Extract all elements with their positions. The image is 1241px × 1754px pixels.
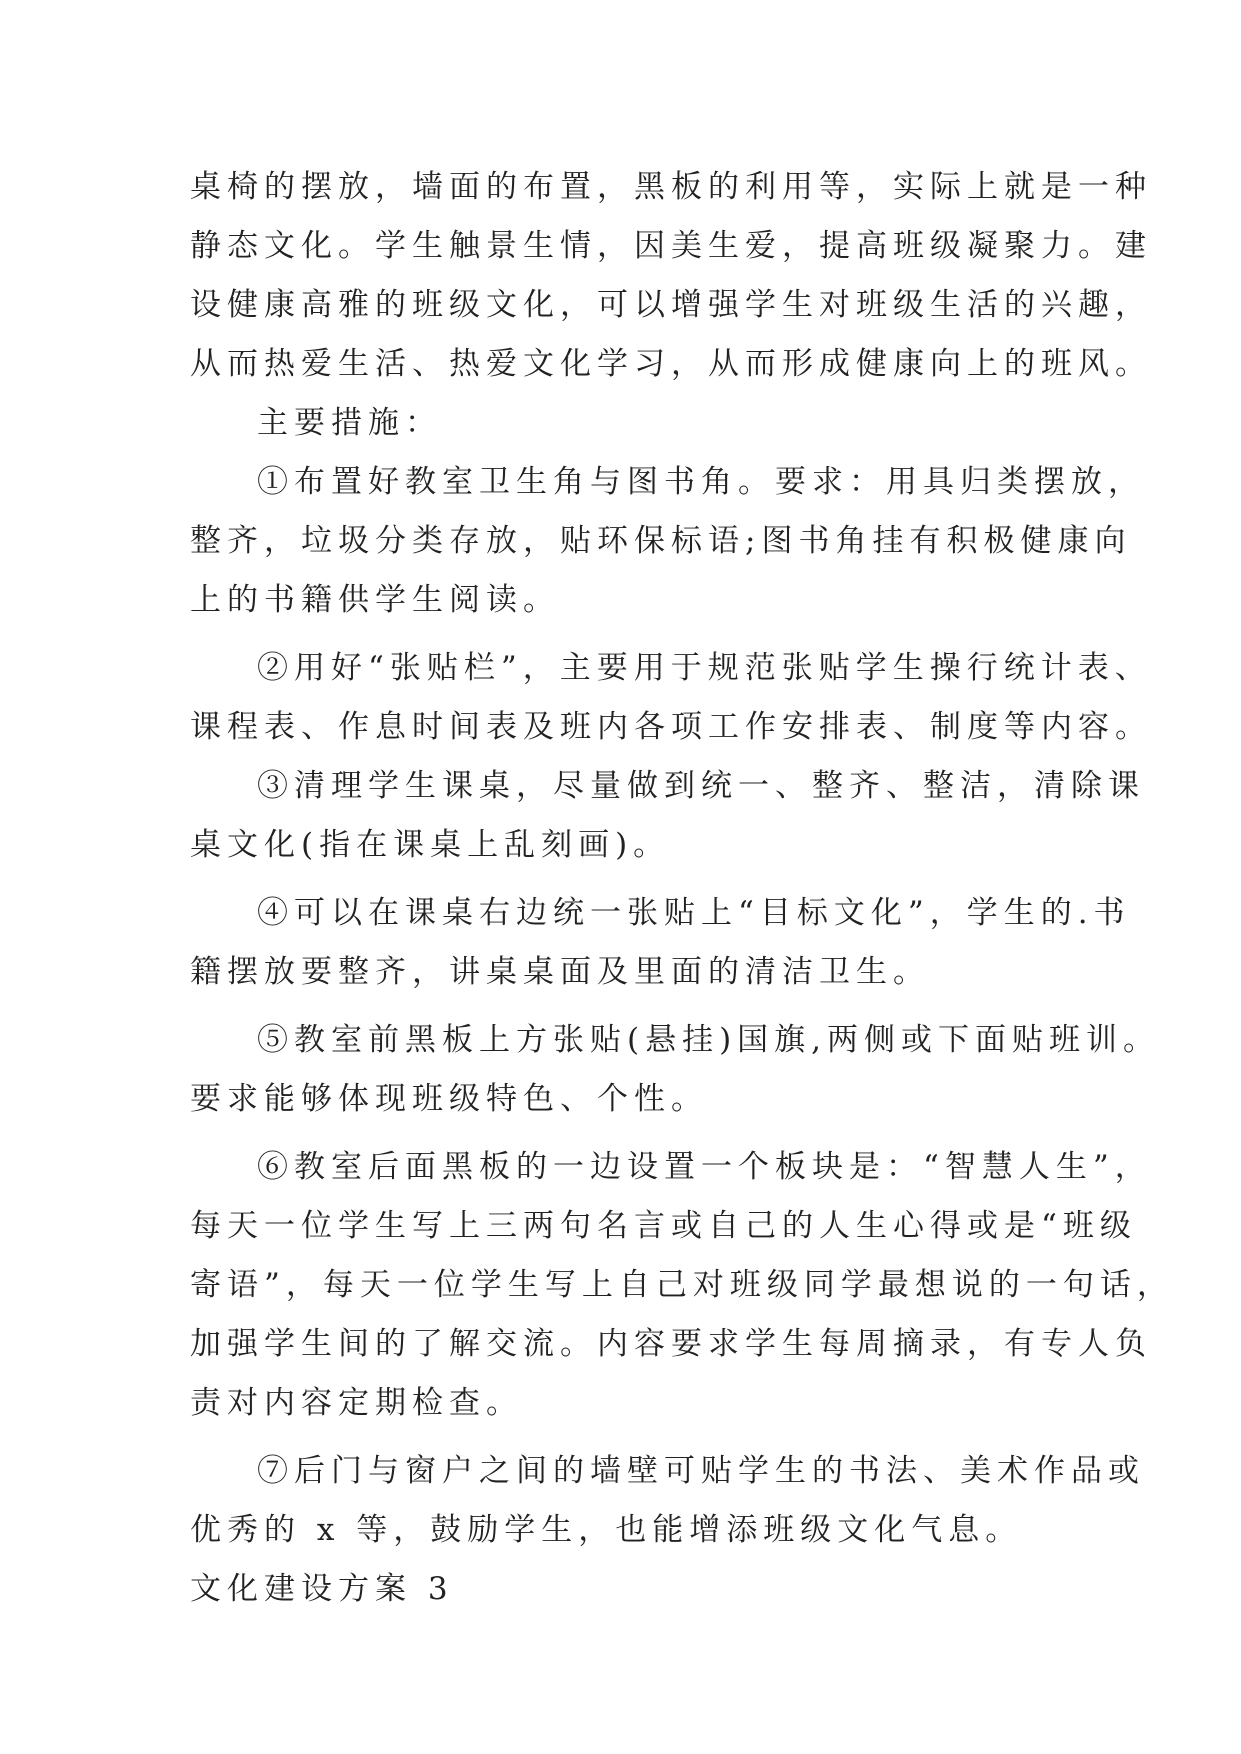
measures-heading: 主要措施： (257, 405, 442, 441)
measure-2-line: 课程表、作息时间表及班内各项工作安排表、制度等内容。 (190, 709, 1152, 745)
measure-1-line: 上的书籍供学生阅读。 (190, 582, 560, 618)
measure-1-line: 整齐，垃圾分类存放，贴环保标语;图书角挂有积极健康向 (190, 523, 1132, 559)
measure-6-line: ⑥教室后面黑板的一边设置一个板块是：“智慧人生”， (257, 1149, 1152, 1185)
measure-5-line: ⑤教室前黑板上方张贴(悬挂)国旗,两侧或下面贴班训。 (257, 1022, 1161, 1058)
measure-1-line: ①布置好教室卫生角与图书角。要求：用具归类摆放， (257, 464, 1145, 500)
measure-6-line: 每天一位学生写上三两句名言或自己的人生心得或是“班级 (190, 1208, 1137, 1244)
measure-3-line: ③清理学生课桌，尽量做到统一、整齐、整洁，清除课 (257, 768, 1145, 804)
measure-7-line: 优秀的 x 等，鼓励学生，也能增添班级文化气息。 (190, 1512, 1023, 1548)
measure-6-line: 寄语”，每天一位学生写上自己对班级同学最想说的一句话， (190, 1267, 1174, 1303)
measure-5-line: 要求能够体现班级特色、个性。 (190, 1081, 708, 1117)
text-line: 从而热爱生活、热爱文化学习，从而形成健康向上的班风。 (190, 346, 1152, 382)
text-line: 静态文化。学生触景生情，因美生爱，提高班级凝聚力。建 (190, 228, 1152, 264)
document-body (190, 158, 1174, 1619)
measure-3-line: 桌文化(指在课桌上乱刻画)。 (190, 827, 671, 863)
measure-4-line: 籍摆放要整齐，讲桌桌面及里面的清洁卫生。 (190, 954, 930, 990)
measure-2-line: ②用好“张贴栏”，主要用于规范张贴学生操行统计表、 (257, 650, 1152, 686)
measure-6-line: 加强学生间的了解交流。内容要求学生每周摘录，有专人负 (190, 1326, 1152, 1362)
measure-4-line: ④可以在课桌右边统一张贴上“目标文化”，学生的.书 (257, 895, 1131, 931)
text-line: 设健康高雅的班级文化，可以增强学生对班级生活的兴趣， (190, 287, 1152, 323)
text-line: 桌椅的摆放，墙面的布置，黑板的利用等，实际上就是一种 (190, 169, 1152, 205)
measure-7-line: ⑦后门与窗户之间的墙壁可贴学生的书法、美术作品或 (257, 1453, 1145, 1489)
measure-6-line: 责对内容定期检查。 (190, 1385, 523, 1421)
section-title: 文化建设方案 3 (190, 1571, 454, 1607)
